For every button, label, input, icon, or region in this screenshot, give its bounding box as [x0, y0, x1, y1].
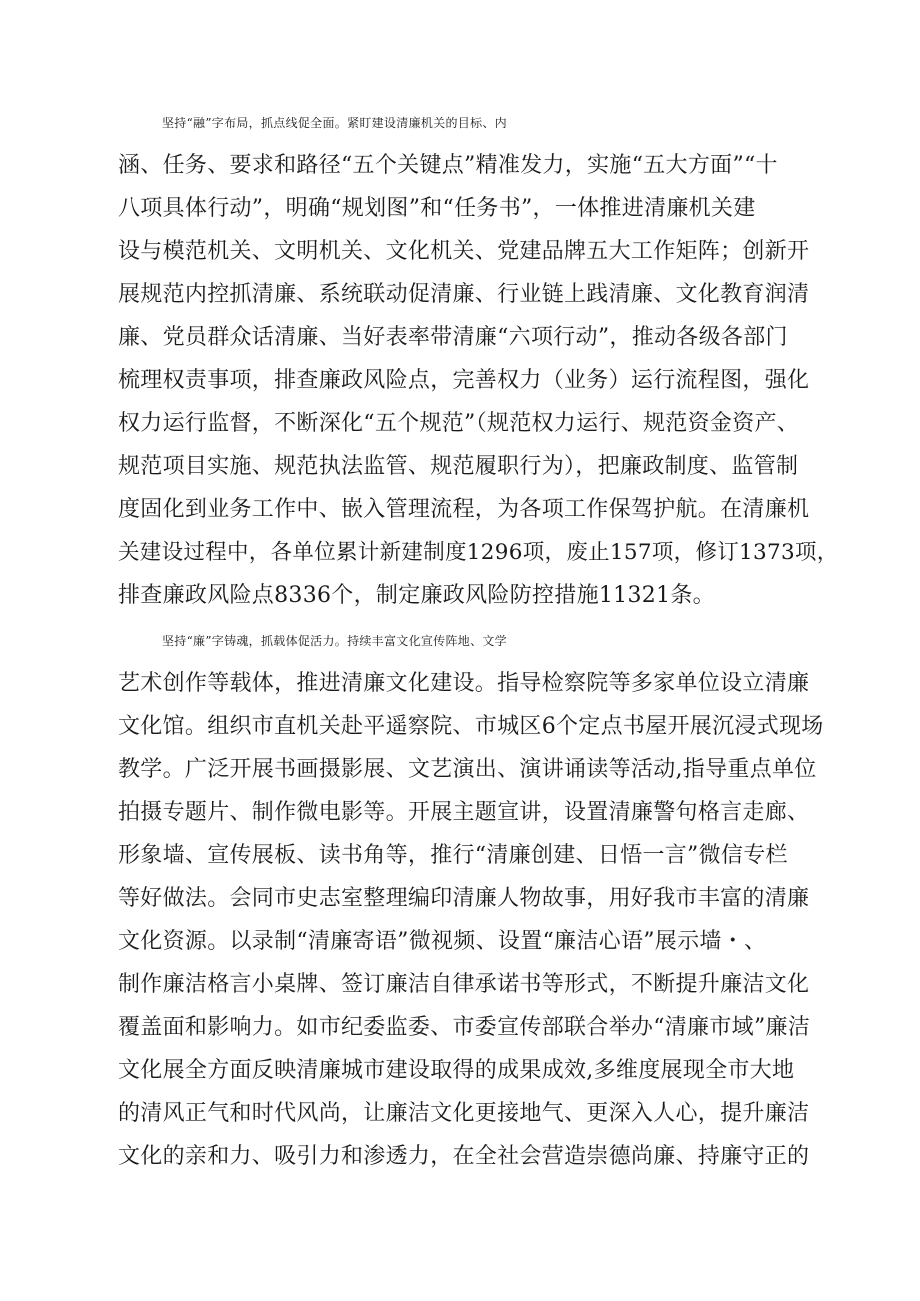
paragraph-2-line-7: 等好做法。会同市史志室整理编印清廉人物故事，用好我市丰富的清廉 — [118, 886, 810, 911]
paragraph-2-line-10: 覆盖面和影响力。如市纪委监委、市委宣传部联合举办“清廉市域”廉洁 — [118, 1015, 811, 1040]
paragraph-1-line-2: 涵、任务、要求和路径“五个关键点”精准发力，实施“五大方面”“十 — [118, 153, 778, 178]
paragraph-2-line-12: 的清风正气和时代风尚，让廉洁文化更接地气、更深入人心，提升廉洁 — [118, 1101, 810, 1126]
paragraph-2-line-11: 文化展全方面反映清廉城市建设取得的成果成效,多维度展现全市大地 — [118, 1058, 795, 1083]
paragraph-1-line-6: 廉、党员群众话清廉、当好表率带清廉“六项行动”，推动各级各部门 — [118, 325, 788, 350]
paragraph-2-line-3: 文化馆。组织市直机关赴平遥察院、市城区6个定点书屋开展沉浸式现场 — [118, 714, 824, 739]
paragraph-2-line-8: 文化资源。以录制“清廉寄语”微视频、设置“廉洁心语”展示墙・、 — [118, 929, 767, 954]
paragraph-1-line-8: 权力运行监督，不断深化“五个规范”（规范权力运行、规范资金资产、 — [118, 411, 800, 436]
paragraph-1-line-12: 排查廉政风险点8336个，制定廉政风险防控措施11321条。 — [118, 583, 715, 608]
paragraph-2-line-6: 形象墙、宣传展板、读书角等，推行“清廉创建、日悟一言”微信专栏 — [118, 843, 788, 868]
paragraph-1-line-5: 展规范内控抓清廉、系统联动促清廉、行业链上践清廉、文化教育润清 — [118, 282, 810, 307]
paragraph-1-line-9: 规范项目实施、规范执法监管、规范履职行为），把廉政制度、监管制 — [118, 454, 799, 479]
paragraph-2-line-1: 坚持“廉”字铸魂，抓载体促活力。持续丰富文化宣传阵地、文学 — [162, 634, 507, 648]
paragraph-1-line-3: 八项具体行动”，明确“规划图”和“任务书”，一体推进清廉机关建 — [118, 196, 756, 221]
paragraph-2-line-5: 拍摄专题片、制作微电影等。开展主题宣讲，设置清廉警句格言走廊、 — [118, 800, 810, 825]
paragraph-1-line-4: 设与模范机关、文明机关、文化机关、党建品牌五大工作矩阵；创新开 — [118, 239, 810, 264]
paragraph-2-line-13: 文化的亲和力、吸引力和渗透力，在全社会营造崇德尚廉、持廉守正的 — [118, 1144, 810, 1169]
paragraph-2-line-9: 制作廉洁格言小桌牌、签订廉洁自律承诺书等形式，不断提升廉洁文化 — [118, 972, 810, 997]
paragraph-2-line-4: 教学。广泛开展书画摄影展、文艺演出、演讲诵读等活动,指导重点单位 — [118, 757, 817, 782]
paragraph-1-line-10: 度固化到业务工作中、嵌入管理流程，为各项工作保驾护航。在清廉机 — [118, 497, 810, 522]
paragraph-1-line-7: 梳理权责事项，排查廉政风险点，完善权力（业务）运行流程图，强化 — [118, 368, 810, 393]
paragraph-2-line-2: 艺术创作等载体，推进清廉文化建设。指导检察院等多家单位设立清廉 — [118, 671, 810, 696]
paragraph-1-line-11: 关建设过程中，各单位累计新建制度1296项，废止157项，修订1373项， — [118, 540, 839, 565]
paragraph-1-line-1: 坚持“融”字布局，抓点线促全面。紧盯建设清廉机关的目标、内 — [162, 116, 507, 130]
